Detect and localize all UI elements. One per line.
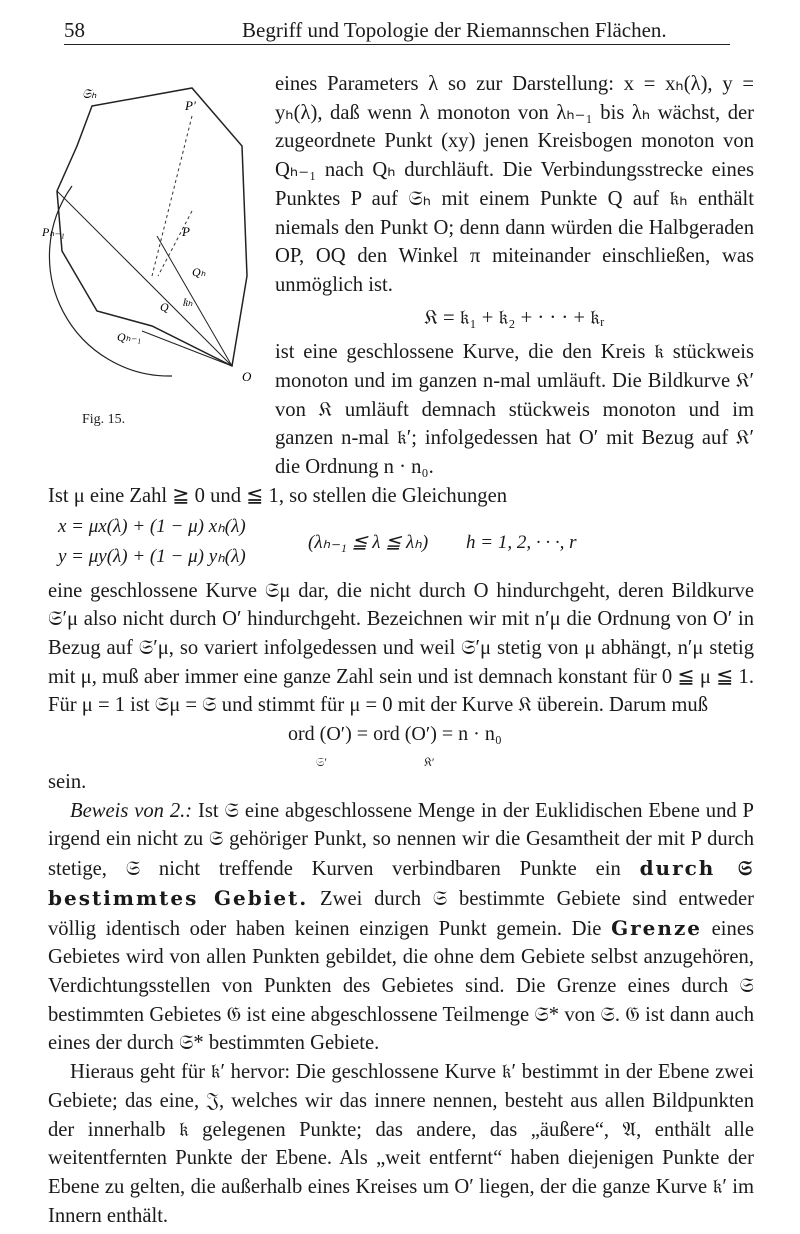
equation-h-index: h = 1, 2, · · ·, r bbox=[466, 531, 577, 553]
label-q-h-1: Qₕ₋₁ bbox=[117, 330, 142, 344]
page-body bbox=[42, 70, 754, 1230]
equation-range: (λₕ₋₁ ≦ λ ≦ λₕ) bbox=[308, 531, 429, 553]
paragraph-4: sein. bbox=[48, 771, 87, 794]
dashed-segment bbox=[152, 116, 192, 276]
label-q-h: Qₕ bbox=[192, 265, 206, 279]
equation-ord-sub-2: 𝔎′ bbox=[424, 755, 435, 770]
circle-arc bbox=[49, 186, 172, 376]
label-p: P bbox=[182, 224, 190, 239]
label-k-h: 𝔨ₕ bbox=[182, 295, 193, 309]
paragraph-3: eine geschlossene Kurve 𝔖μ dar, die nicht durch O hindurchgeht, deren Bildkurve 𝔖′μ also nicht durch O′ hindurchgeht. Bezeichnen wir mit n′μ die Ordnung von O′ in Bezug auf 𝔖′μ, so variert infolgedessen und weil 𝔖′μ stetig von μ abhängt, n′μ stetig mit μ, muß aber immer eine ganze Zahl sein und ist demnach konstant für 0 ≦ μ ≦ 1. Für μ = 1 ist 𝔖μ = 𝔖 und stimmt für μ = 0 mit der Kurve 𝔎 überein. Darum muß bbox=[48, 579, 754, 717]
paragraph-6: Hieraus geht für 𝔨′ hervor: Die geschlossene Kurve 𝔨′ bestimmt in der Ebene zwei Gebiete; das eine, 𝔍, welches wir das innere nennen, besteht aus allen Bildpunkten der innerhalb 𝔨 gelegenen Punkte; das andere, das „äußere“, 𝔄, enthält alle weitentfernten Punkte der Ebene. Als „weit entfernt“ haben diejenigen Punkte der Ebene zu gelten, die außerhalb eines Kreises um O′ liegen, der die ganze Kurve 𝔨′ im Innern enthält. bbox=[48, 1061, 754, 1227]
paragraph-5-c: eines Gebietes wird von allen Punkten gebildet, die ohne dem Gebiete selbst anzugehören, Verdichtungsstellen von Punkten des Gebietes sind. Die Grenze eines durch 𝔖 bestimmten Gebietes 𝔊 ist eine abgeschlossene Teilmenge 𝔖* von 𝔖. 𝔊 ist dann auch eines der durch 𝔖* bestimmten Gebiete. bbox=[48, 917, 754, 1055]
figure-caption: Fig. 15. bbox=[82, 412, 126, 427]
equation-system bbox=[48, 511, 754, 577]
curve-s-h bbox=[57, 88, 247, 366]
term-grenze: Grenze bbox=[611, 915, 703, 940]
paragraph-1a: eines Parameters λ so zur Darstellung: x = xₕ(λ), y = yₕ(λ), daß wenn λ monoton von λₕ₋₁ bis λₕ wächst, der zugeordnete Punkt (xy) jenen Kreisbogen monoton von Qₕ₋₁ nach Qₕ durchläuft. Die Verbindungsstrecke eines Punktes P auf 𝔖ₕ mit einem Punkte Q auf 𝔨ₕ enthält niemals den Punkt O; denn dann würden die Halbgeraden OP, OQ den Winkel π miteinander einschließen, was unmöglich ist. bbox=[275, 73, 754, 296]
running-title: Begriff und Topologie der Riemannschen Flächen. bbox=[242, 18, 667, 42]
equation-ord-main: ord (O′) = ord (O′) = n · n₀ bbox=[288, 723, 502, 746]
label-o: O bbox=[242, 369, 252, 384]
figure-15-diagram bbox=[42, 76, 267, 426]
label-s-h: 𝔖ₕ bbox=[82, 86, 97, 101]
label-q: Q bbox=[160, 300, 169, 314]
paragraph-1b: ist eine geschlossene Kurve, die den Kreis 𝔨 stückweis monoton und im ganzen n-mal umläuft. Die Bildkurve 𝔎′ von 𝔎 umläuft demnach stückweis monoton und im ganzen n-mal 𝔨′; infolgedessen hat O′ mit Bezug auf 𝔎′ die Ordnung n · n₀. bbox=[275, 341, 754, 479]
label-p-prime: P' bbox=[185, 98, 196, 113]
equation-ord bbox=[48, 720, 754, 768]
paragraph-5-a: Ist 𝔖 eine abgeschlossene Menge in der Euklidischen Ebene und P irgend ein nicht zu 𝔖 gehöriger Punkt, so nennen wir die Gesamtheit der mit P durch stetige, 𝔖 nicht treffende Kurven verbindbaren Punkte ein bbox=[48, 799, 754, 881]
paragraph-5 bbox=[48, 797, 754, 1058]
equation-ord-sub-1: 𝔖′ bbox=[316, 755, 328, 770]
paragraph-5-b: Zwei durch 𝔖 bestimmte Gebiete sind entweder völlig identisch oder haben keinen einzigen Punkt gemein. Die bbox=[48, 887, 754, 940]
label-p-h-1: Pₕ₋₁ bbox=[42, 225, 65, 239]
equation-x: x = μx(λ) + (1 − μ) xₕ(λ) bbox=[58, 515, 246, 537]
term-bestimmtes-gebiet: durch 𝔖 bestimmtes Gebiet. bbox=[48, 856, 754, 910]
running-header bbox=[64, 18, 730, 45]
page-number: 58 bbox=[64, 18, 85, 42]
ray-to-q-h-1 bbox=[142, 331, 232, 366]
proof-lead: Beweis von 2.: bbox=[70, 799, 193, 822]
figure-15 bbox=[42, 76, 267, 456]
equation-y: y = μy(λ) + (1 − μ) yₕ(λ) bbox=[58, 545, 246, 567]
equation-k: 𝔎 = 𝔨₁ + 𝔨₂ + · · · + 𝔨ᵣ bbox=[424, 306, 605, 329]
paragraph-2: Ist μ eine Zahl ≧ 0 und ≦ 1, so stellen die Gleichungen bbox=[48, 484, 508, 507]
